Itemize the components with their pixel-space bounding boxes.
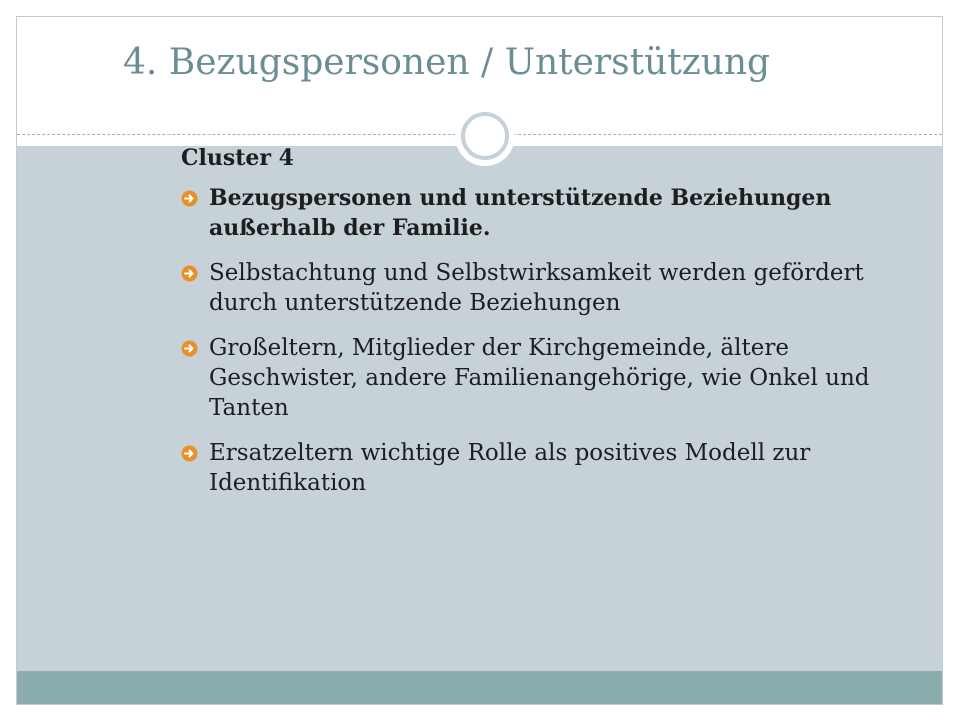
bullet-item <box>181 258 901 318</box>
bullet-list <box>181 183 901 498</box>
arrow-circle-icon <box>181 445 198 462</box>
bullet-item <box>181 333 901 423</box>
bullet-text: Großeltern, Mitglieder der Kirchgemeinde, ältere Geschwister, andere Familienangehörige, wie Onkel und Tanten <box>209 335 870 421</box>
bullet-item <box>181 183 901 243</box>
bullet-item <box>181 438 901 498</box>
arrow-circle-icon <box>181 190 198 207</box>
slide-title: 4. Bezugspersonen / Unterstützung <box>123 42 771 83</box>
arrow-circle-icon <box>181 265 198 282</box>
bullet-text: Selbstachtung und Selbstwirksamkeit werden gefördert durch unterstützende Beziehungen <box>209 260 864 316</box>
cluster-heading: Cluster 4 <box>181 145 294 171</box>
bullet-text: Ersatzeltern wichtige Rolle als positives Modell zur Identifikation <box>209 440 811 496</box>
slide <box>16 16 943 705</box>
slide-body <box>181 141 901 513</box>
footer-band <box>17 671 942 705</box>
arrow-circle-icon <box>181 340 198 357</box>
bullet-text: Bezugspersonen und unterstützende Beziehungen außerhalb der Familie. <box>209 185 832 241</box>
